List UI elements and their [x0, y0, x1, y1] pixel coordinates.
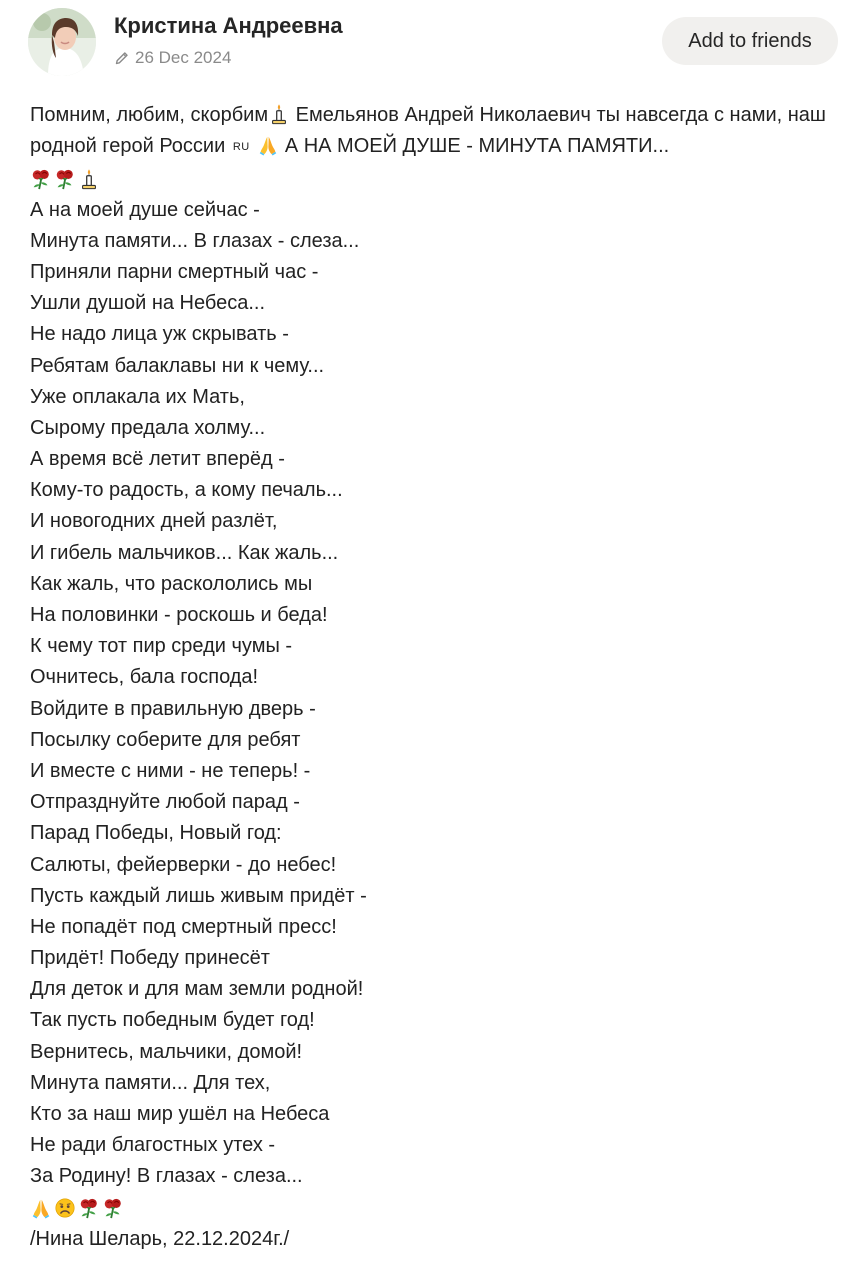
candle-icon	[268, 103, 290, 125]
flag-ru-icon: RU	[232, 141, 250, 154]
praying-hands-icon	[30, 1197, 52, 1219]
poem-line: Отпразднуйте любой парад -	[30, 791, 300, 814]
wilted-roses-icon	[30, 168, 52, 190]
poem-line: Как жаль, что раскололись мы	[30, 572, 313, 595]
wilted-roses-icon	[54, 168, 76, 190]
poem-line: А время всё летит вперёд -	[30, 448, 285, 471]
wilted-roses-icon	[78, 1197, 100, 1219]
poem-line: Войдите в правильную дверь -	[30, 697, 316, 720]
praying-hands-icon	[257, 134, 279, 156]
poem-line: И новогодних дней разлёт,	[30, 510, 278, 533]
add-to-friends-button[interactable]: Add to friends	[662, 17, 838, 65]
poem-line: За Родину! В глазах - слеза...	[30, 1165, 303, 1188]
poem-line: Кому-то радость, а кому печаль...	[30, 479, 343, 502]
author-name[interactable]: Кристина Андреевна	[114, 13, 343, 38]
poem-line: На половинки - роскошь и беда!	[30, 604, 328, 627]
poem-line: Минута памяти... В глазах - слеза...	[30, 229, 360, 252]
poem-line: Салюты, фейерверки - до небес!	[30, 853, 337, 876]
pencil-icon	[114, 50, 130, 66]
poem-signature: /Нина Шеларь, 22.12.2024г./	[30, 1227, 290, 1250]
poem-line: Ребятам балаклавы ни к чему...	[30, 354, 325, 377]
poem-line: Кто за наш мир ушёл на Небеса	[30, 1103, 330, 1126]
poem-line: Ушли душой на Небеса...	[30, 292, 266, 315]
poem-line: Не попадёт под смертный пресс!	[30, 915, 337, 938]
poem	[30, 195, 840, 1193]
intro-text-3: А НА МОЕЙ ДУШЕ - МИНУТА ПАМЯТИ...	[279, 135, 670, 158]
avatar[interactable]	[28, 8, 96, 76]
post-body	[30, 100, 840, 1255]
poem-line: Уже оплакала их Мать,	[30, 385, 245, 408]
poem-line: И гибель мальчиков... Как жаль...	[30, 541, 339, 564]
sad-face-icon	[54, 1197, 76, 1219]
post-date: 26 Dec 2024	[135, 48, 232, 67]
poem-line: Для деток и для мам земли родной!	[30, 978, 364, 1001]
poem-line: Вернитесь, мальчики, домой!	[30, 1040, 303, 1063]
emoji-row-top	[30, 163, 840, 194]
poem-line: Парад Победы, Новый год:	[30, 822, 282, 845]
poem-line: А на моей душе сейчас -	[30, 198, 260, 221]
avatar-photo	[28, 8, 96, 76]
candle-icon	[78, 168, 100, 190]
poem-line: Сырому предала холму...	[30, 416, 266, 439]
poem-line: Не ради благостных утех -	[30, 1134, 276, 1157]
wilted-roses-icon	[102, 1197, 124, 1219]
poem-line: И вместе с ними - не теперь! -	[30, 759, 311, 782]
poem-line: Так пусть победным будет год!	[30, 1009, 315, 1032]
poem-line: Минута памяти... Для тех,	[30, 1071, 271, 1094]
poem-line: Не надо лица уж скрывать -	[30, 323, 289, 346]
poem-line: Придёт! Победу принесёт	[30, 947, 270, 970]
emoji-row-bottom	[30, 1193, 840, 1224]
post-meta	[114, 48, 231, 68]
post-intro	[30, 100, 840, 163]
intro-text-2: Емельянов Андрей Николаевич ты навсегда с нами, наш родной герой России	[30, 104, 826, 158]
poem-line: К чему тот пир среди чумы -	[30, 635, 293, 658]
intro-text-1: Помним, любим, скорбим	[30, 104, 269, 126]
poem-line: Приняли парни смертный час -	[30, 260, 319, 283]
post-header	[0, 0, 860, 90]
poem-line: Посылку соберите для ребят	[30, 728, 301, 751]
poem-line: Пусть каждый лишь живым придёт -	[30, 884, 367, 907]
poem-line: Очнитесь, бала господа!	[30, 666, 259, 689]
